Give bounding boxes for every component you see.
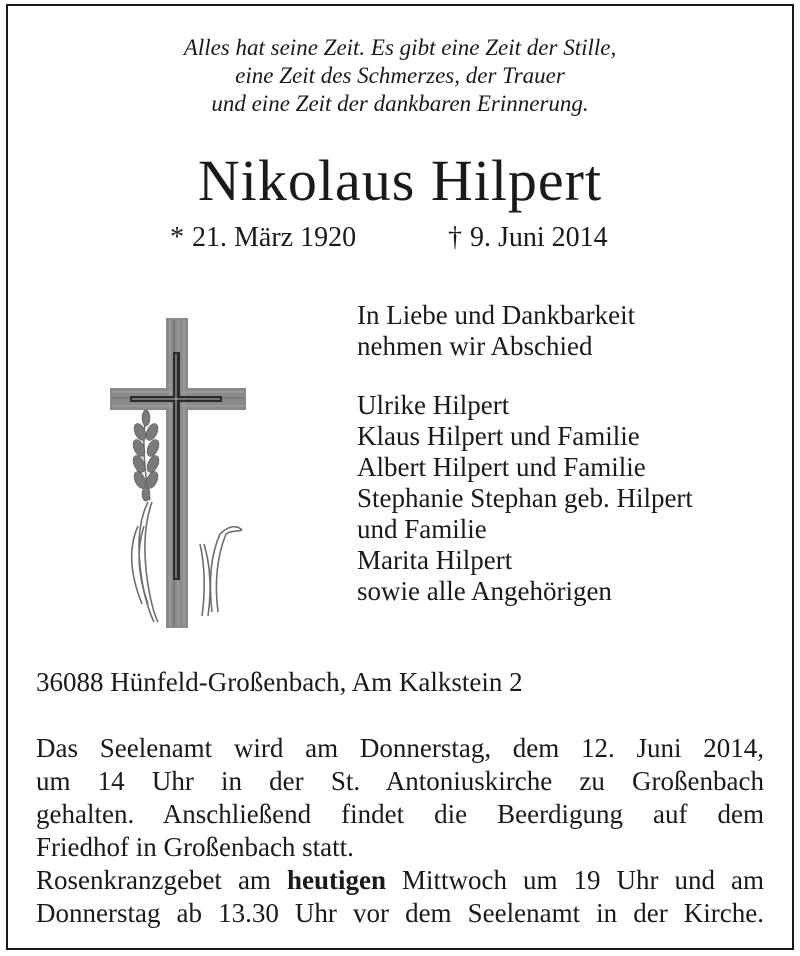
mourner-name: und Familie <box>357 514 487 544</box>
death-date-text: 9. Juni 2014 <box>470 222 608 253</box>
rosary-post: Mittwoch um 19 Uhr und am <box>401 865 765 895</box>
wheat-ear-icon <box>131 410 162 501</box>
service-line: Donnerstag ab 13.30 Uhr vor dem Seelenamt in der Kirche. <box>36 898 764 928</box>
service-line: um 14 Uhr in der St. Antoniuskirche zu Großenbach <box>36 766 764 796</box>
mourners-intro-line: In Liebe und Dankbarkeit <box>357 300 636 330</box>
mourner-name: sowie alle Angehörigen <box>357 576 612 606</box>
mourners-intro-line: nehmen wir Abschied <box>357 331 593 361</box>
birth-date <box>170 222 356 254</box>
service-line: Friedhof in Großenbach statt. <box>36 832 354 862</box>
service-line: Das Seelenamt wird am Donnerstag, dem 12. Juni 2014, <box>36 733 764 763</box>
mourners-block <box>357 300 693 607</box>
motto-line: und eine Zeit der dankbaren Erinnerung. <box>211 91 589 116</box>
deceased-name: Nikolaus Hilpert <box>197 148 603 213</box>
rosary-line <box>36 864 764 897</box>
cross-with-wheat-icon <box>108 312 254 632</box>
service-line: gehalten. Anschließend findet die Beerdigung auf dem <box>36 799 764 829</box>
motto-line: eine Zeit des Schmerzes, der Trauer <box>235 63 565 88</box>
rosary-day-emphasis: heutigen <box>286 865 386 895</box>
death-date <box>448 222 608 254</box>
death-symbol: † <box>448 222 462 253</box>
birth-date-text: 21. März 1920 <box>192 222 357 253</box>
mourner-name: Marita Hilpert <box>357 545 513 575</box>
motto-line: Alles hat seine Zeit. Es gibt eine Zeit der Stille, <box>183 35 617 60</box>
motto-quote <box>0 34 800 118</box>
rosary-pre: Rosenkranzgebet am <box>36 865 271 895</box>
mourner-name: Albert Hilpert und Familie <box>357 452 646 482</box>
birth-symbol: * <box>170 222 184 253</box>
cross-icon <box>110 318 246 628</box>
service-info <box>36 732 764 930</box>
mourner-name: Klaus Hilpert und Familie <box>357 421 640 451</box>
mourner-name: Ulrike Hilpert <box>357 390 510 420</box>
mourner-name: Stephanie Stephan geb. Hilpert <box>357 483 693 513</box>
family-address: 36088 Hünfeld-Großenbach, Am Kalkstein 2 <box>36 667 523 697</box>
